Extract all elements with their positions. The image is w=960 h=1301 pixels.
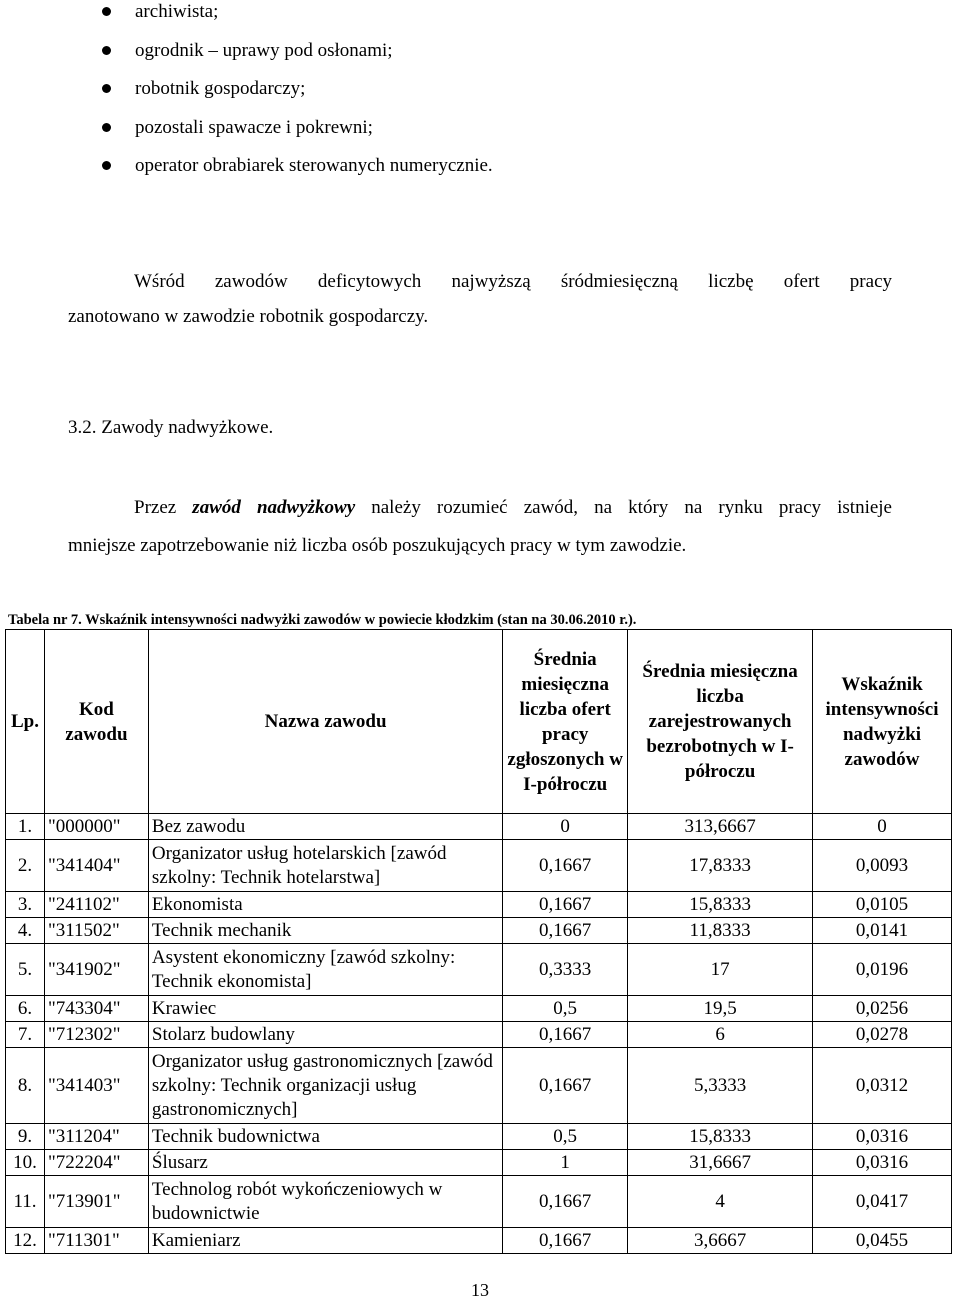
cell-kod: "311204" xyxy=(44,1124,148,1150)
table-body xyxy=(6,814,952,1254)
cell-oferty: 0,5 xyxy=(503,1124,628,1150)
cell-bezrobotni: 17,8333 xyxy=(628,840,813,892)
cell-nazwa: Ekonomista xyxy=(148,892,502,918)
table-row xyxy=(6,892,952,918)
cell-wskaznik: 0,0256 xyxy=(813,996,952,1022)
table-row xyxy=(6,918,952,944)
table-row xyxy=(6,1048,952,1124)
cell-kod: "713901" xyxy=(44,1176,148,1228)
cell-lp: 5. xyxy=(6,944,45,996)
cell-kod: "743304" xyxy=(44,996,148,1022)
table-row xyxy=(6,814,952,840)
cell-wskaznik: 0,0278 xyxy=(813,1022,952,1048)
cell-lp: 2. xyxy=(6,840,45,892)
cell-lp: 9. xyxy=(6,1124,45,1150)
cell-wskaznik: 0,0196 xyxy=(813,944,952,996)
cell-nazwa: Technolog robót wykończeniowych w budownictwie xyxy=(148,1176,502,1228)
bullet-icon xyxy=(102,123,111,132)
cell-oferty: 0,1667 xyxy=(503,918,628,944)
cell-lp: 1. xyxy=(6,814,45,840)
header-kod: Kod zawodu xyxy=(44,630,148,814)
cell-bezrobotni: 11,8333 xyxy=(628,918,813,944)
cell-bezrobotni: 15,8333 xyxy=(628,892,813,918)
cell-wskaznik: 0,0141 xyxy=(813,918,952,944)
cell-oferty: 0,1667 xyxy=(503,1048,628,1124)
paragraph-deficit xyxy=(68,264,892,334)
cell-bezrobotni: 3,6667 xyxy=(628,1228,813,1254)
cell-oferty: 0,1667 xyxy=(503,840,628,892)
cell-wskaznik: 0,0455 xyxy=(813,1228,952,1254)
table-header-row xyxy=(6,630,952,814)
cell-nazwa: Organizator usług gastronomicznych [zawód szkolny: Technik organizacji usług gastronomicznych] xyxy=(148,1048,502,1124)
cell-bezrobotni: 19,5 xyxy=(628,996,813,1022)
bullet-text: pozostali spawacze i pokrewni; xyxy=(135,116,373,138)
table-caption: Tabela nr 7. Wskaźnik intensywności nadwyżki zawodów w powiecie kłodzkim (stan na 30.06.2010 r.). xyxy=(8,612,637,628)
table-row xyxy=(6,1228,952,1254)
cell-wskaznik: 0,0312 xyxy=(813,1048,952,1124)
cell-nazwa: Stolarz budowlany xyxy=(148,1022,502,1048)
cell-oferty: 0 xyxy=(503,814,628,840)
header-nazwa: Nazwa zawodu xyxy=(148,630,502,814)
cell-kod: "341403" xyxy=(44,1048,148,1124)
table-row xyxy=(6,840,952,892)
bullet-text: archiwista; xyxy=(135,1,219,22)
cell-lp: 6. xyxy=(6,996,45,1022)
section-heading: 3.2. Zawody nadwyżkowe. xyxy=(68,417,274,438)
cell-nazwa: Kamieniarz xyxy=(148,1228,502,1254)
paragraph-line: Wśród zawodów deficytowych najwyższą śródmiesięczną liczbę ofert pracy xyxy=(134,271,892,292)
cell-lp: 4. xyxy=(6,918,45,944)
bullet-item xyxy=(100,154,493,193)
cell-kod: "000000" xyxy=(44,814,148,840)
cell-oferty: 1 xyxy=(503,1150,628,1176)
cell-kod: "712302" xyxy=(44,1022,148,1048)
bullet-list xyxy=(100,0,493,193)
cell-lp: 7. xyxy=(6,1022,45,1048)
cell-nazwa: Organizator usług hotelarskich [zawód szkolny: Technik hotelarstwa] xyxy=(148,840,502,892)
paragraph-line: mniejsze zapotrzebowanie niż liczba osób poszukujących pracy w tym zawodzie. xyxy=(68,535,687,556)
text-before: Przez xyxy=(134,497,193,518)
bullet-item xyxy=(100,77,493,116)
header-wskaznik: Wskaźnik intensywności nadwyżki zawodów xyxy=(813,630,952,814)
cell-lp: 3. xyxy=(6,892,45,918)
cell-bezrobotni: 17 xyxy=(628,944,813,996)
cell-wskaznik: 0,0316 xyxy=(813,1150,952,1176)
cell-oferty: 0,1667 xyxy=(503,1228,628,1254)
cell-oferty: 0,1667 xyxy=(503,1022,628,1048)
defined-term: zawód nadwyżkowy xyxy=(192,497,356,518)
header-oferty: Średnia miesięczna liczba ofert pracy zgłoszonych w I-półroczu xyxy=(503,630,628,814)
bullet-item xyxy=(100,0,493,39)
cell-oferty: 0,3333 xyxy=(503,944,628,996)
cell-bezrobotni: 15,8333 xyxy=(628,1124,813,1150)
table-row xyxy=(6,996,952,1022)
cell-bezrobotni: 5,3333 xyxy=(628,1048,813,1124)
cell-nazwa: Bez zawodu xyxy=(148,814,502,840)
surplus-table xyxy=(5,629,952,1254)
cell-kod: "341404" xyxy=(44,840,148,892)
cell-oferty: 0,5 xyxy=(503,996,628,1022)
bullet-item xyxy=(100,116,493,155)
cell-lp: 11. xyxy=(6,1176,45,1228)
cell-kod: "341902" xyxy=(44,944,148,996)
header-bezrobotni: Średnia miesięczna liczba zarejestrowanych bezrobotnych w I-półroczu xyxy=(628,630,813,814)
paragraph-line xyxy=(68,489,892,527)
page-number: 13 xyxy=(471,1280,489,1300)
cell-kod: "711301" xyxy=(44,1228,148,1254)
cell-oferty: 0,1667 xyxy=(503,892,628,918)
bullet-text: robotnik gospodarczy; xyxy=(135,78,306,99)
table-row xyxy=(6,1150,952,1176)
cell-wskaznik: 0,0316 xyxy=(813,1124,952,1150)
bullet-icon xyxy=(102,7,111,16)
table-row xyxy=(6,944,952,996)
bullet-icon xyxy=(102,46,111,55)
cell-kod: "311502" xyxy=(44,918,148,944)
paragraph-definition xyxy=(68,489,892,565)
bullet-text: operator obrabiarek sterowanych numerycznie. xyxy=(135,155,493,176)
bullet-text: ogrodnik – uprawy pod osłonami; xyxy=(135,39,393,61)
table-row xyxy=(6,1124,952,1150)
cell-oferty: 0,1667 xyxy=(503,1176,628,1228)
cell-nazwa: Ślusarz xyxy=(148,1150,502,1176)
cell-nazwa: Krawiec xyxy=(148,996,502,1022)
cell-wskaznik: 0,0105 xyxy=(813,892,952,918)
bullet-item xyxy=(100,39,493,78)
table-row xyxy=(6,1176,952,1228)
cell-bezrobotni: 31,6667 xyxy=(628,1150,813,1176)
cell-wskaznik: 0 xyxy=(813,814,952,840)
cell-lp: 12. xyxy=(6,1228,45,1254)
table-row xyxy=(6,1022,952,1048)
cell-nazwa: Technik budownictwa xyxy=(148,1124,502,1150)
paragraph-line: zanotowano w zawodzie robotnik gospodarczy. xyxy=(68,306,429,327)
cell-kod: "722204" xyxy=(44,1150,148,1176)
header-lp: Lp. xyxy=(6,630,45,814)
cell-nazwa: Asystent ekonomiczny [zawód szkolny: Technik ekonomista] xyxy=(148,944,502,996)
cell-nazwa: Technik mechanik xyxy=(148,918,502,944)
cell-wskaznik: 0,0093 xyxy=(813,840,952,892)
cell-wskaznik: 0,0417 xyxy=(813,1176,952,1228)
text-after: należy rozumieć zawód, na który na rynku pracy istnieje xyxy=(355,497,892,518)
bullet-icon xyxy=(102,84,111,93)
cell-lp: 8. xyxy=(6,1048,45,1124)
cell-bezrobotni: 4 xyxy=(628,1176,813,1228)
bullet-icon xyxy=(102,161,111,170)
cell-kod: "241102" xyxy=(44,892,148,918)
cell-bezrobotni: 6 xyxy=(628,1022,813,1048)
cell-lp: 10. xyxy=(6,1150,45,1176)
cell-bezrobotni: 313,6667 xyxy=(628,814,813,840)
